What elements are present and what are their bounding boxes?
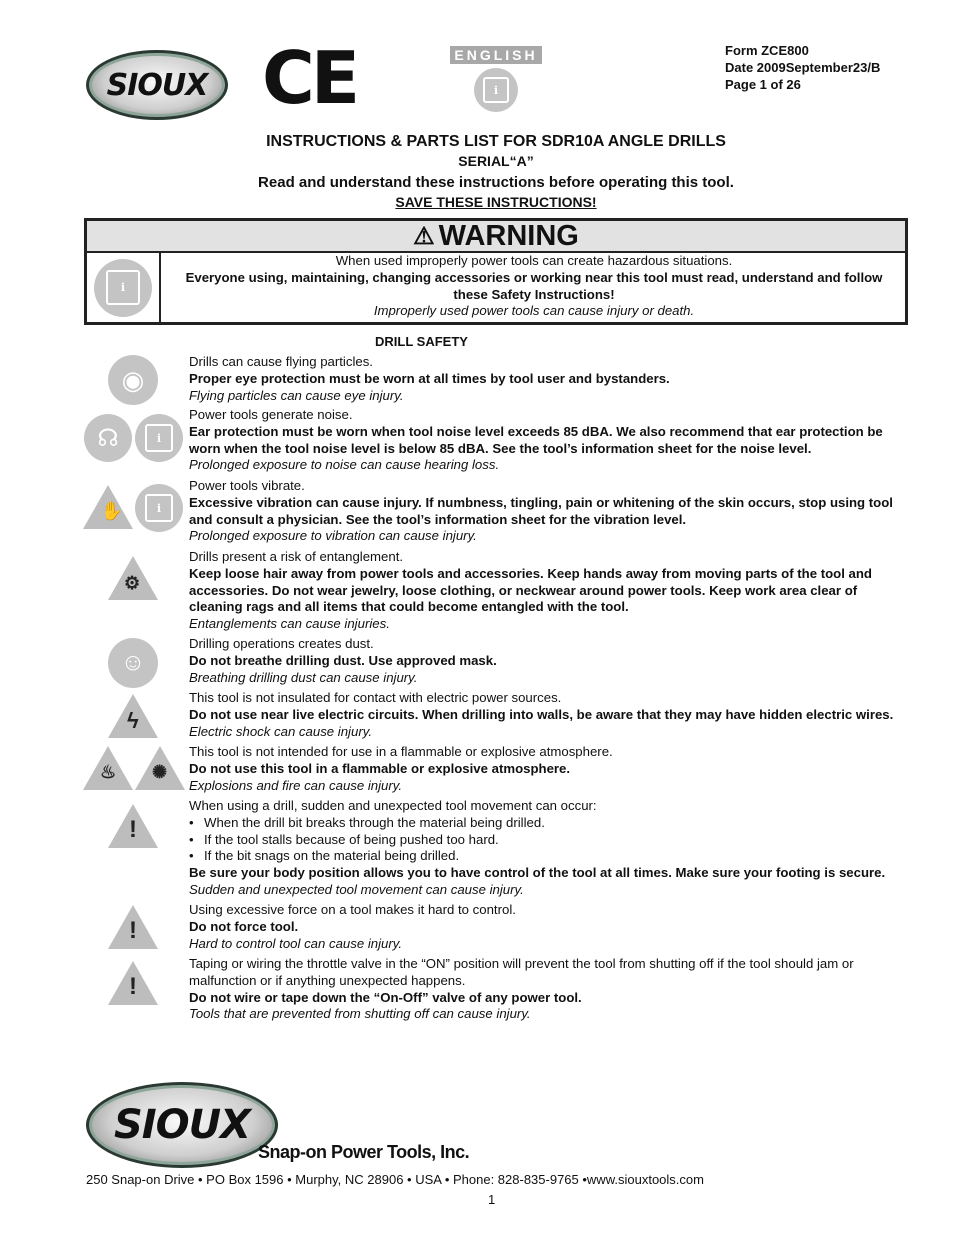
read-instructions: Read and understand these instructions before operating this tool. <box>258 174 734 191</box>
list-item: • If the bit snags on the material being drilled. <box>189 848 904 865</box>
logo-text: SIOUX <box>113 1102 250 1148</box>
warning-icon-cell <box>87 253 161 322</box>
ce-mark: CE <box>262 36 357 120</box>
warning-line-2: Everyone using, maintaining, changing accessories or working near this tool must read, understand and follow these Safety Instructions! <box>185 269 883 302</box>
safety-section-electric: This tool is not insulated for contact with electric power sources. Do not use near live electric circuits. When drilling into walls, be aware that they may have hidden electric wires. Electric shock can cause injury. <box>189 690 894 739</box>
warning-triangle-icon: ⚠ <box>413 222 435 250</box>
warning-header <box>87 221 905 253</box>
flammable-hazard-icon: ♨ <box>83 746 133 790</box>
vibration-hazard-icon: ✋ <box>83 485 133 529</box>
read-manual-icon <box>474 68 518 112</box>
list-item: • When the drill bit breaks through the material being drilled. <box>189 815 904 832</box>
read-manual-icon <box>135 414 183 462</box>
read-manual-icon <box>135 484 183 532</box>
form-date: Date 2009September23/B <box>725 60 881 75</box>
form-number: Form ZCE800 <box>725 43 809 58</box>
dust-mask-icon: ☺ <box>108 638 158 688</box>
explosive-hazard-icon: ✺ <box>135 746 185 790</box>
sioux-logo <box>86 50 228 120</box>
warning-line-3: Improperly used power tools can cause injury or death. <box>373 303 695 319</box>
safety-section-eye: Drills can cause flying particles. Proper eye protection must be worn at all times by tool user and bystanders. Flying particles can cause eye injury. <box>189 354 670 403</box>
serial: SERIAL“A” <box>458 153 534 169</box>
eye-protection-icon: ◉ <box>108 355 158 405</box>
general-warning-icon: ! <box>108 961 158 1005</box>
general-warning-icon: ! <box>108 804 158 848</box>
page-number: 1 <box>488 1192 496 1207</box>
safety-section-noise: Power tools generate noise. Ear protection must be worn when tool noise level exceeds 85 dBA. We also recommend that ear protection be worn when the tool noise level is below 85 dBA. See the tool’s information sheet for the noise level. Prolonged exposure to noise can cause hearing loss. <box>189 407 883 473</box>
warning-line-1: When used improperly power tools can create hazardous situations. <box>335 253 733 268</box>
safety-section-movement: When using a drill, sudden and unexpected tool movement can occur: • When the drill bit breaks through the material being drilled. • If the tool stalls because of being pushed too hard. • If the bit snags on the material being drilled. Be sure your body position allows you to have control of the tool at all times. Make sure your footing is secure. Sudden and unexpected tool movement can cause injury. <box>189 798 904 899</box>
form-info <box>725 42 880 93</box>
safety-section-entanglement: Drills present a risk of entanglement. Keep loose hair away from power tools and accessories. Keep hands away from moving parts of the tool and accessories. Do not wear jewelry, loose clothing, or neckwear around power tools. Keep work area clear of cleaning rags and all items that could become entangled with the tool. Entanglements can cause injuries. <box>189 549 872 632</box>
page-info: Page 1 of 26 <box>725 77 801 92</box>
footer-sioux-logo <box>86 1082 278 1168</box>
safety-section-throttle: Taping or wiring the throttle valve in the “ON” position will prevent the tool from shutting off if the tool should jam or malfunction or if anything unexpected happens. Do not wire or tape down the “On-Off” valve of any power tool. Tools that are prevented from shutting off can cause injury. <box>189 956 854 1022</box>
safety-section-vibration: Power tools vibrate. Excessive vibration can cause injury. If numbness, tingling, pain or whitening of the skin occurs, stop using tool and consult a physician. See the tool’s information sheet for the vibration level. Prolonged exposure to vibration can cause injury. <box>189 478 893 544</box>
safety-section-flammable: This tool is not intended for use in a flammable or explosive atmosphere. Do not use this tool in a flammable or explosive atmosphere. Explosions and fire can cause injury. <box>189 744 613 793</box>
warning-box <box>84 218 908 325</box>
page-title: INSTRUCTIONS & PARTS LIST FOR SDR10A ANGLE DRILLS <box>266 133 726 150</box>
drill-safety-heading: DRILL SAFETY <box>375 334 468 349</box>
company-name: Snap-on Power Tools, Inc. <box>258 1142 470 1162</box>
safety-section-force: Using excessive force on a tool makes it hard to control. Do not force tool. Hard to control tool can cause injury. <box>189 902 516 951</box>
safety-section-dust: Drilling operations creates dust. Do not breathe drilling dust. Use approved mask. Breathing drilling dust can cause injury. <box>189 636 497 685</box>
logo-text: SIOUX <box>106 67 208 103</box>
electric-shock-icon: ϟ <box>108 694 158 738</box>
entanglement-hazard-icon: ⚙ <box>108 556 158 600</box>
save-instructions: SAVE THESE INSTRUCTIONS! <box>395 194 597 210</box>
list-item: • If the tool stalls because of being pushed too hard. <box>189 832 904 849</box>
read-manual-icon <box>94 259 152 317</box>
footer-address: 250 Snap-on Drive • PO Box 1596 • Murphy, NC 28906 • USA • Phone: 828-835-9765 •www.siouxtools.com <box>86 1172 704 1187</box>
general-warning-icon: ! <box>108 905 158 949</box>
warning-heading: WARNING <box>438 219 579 252</box>
language-label: ENGLISH <box>450 46 542 64</box>
title-block <box>84 133 908 210</box>
warning-text <box>169 253 899 320</box>
ear-protection-icon: ☊ <box>84 414 132 462</box>
